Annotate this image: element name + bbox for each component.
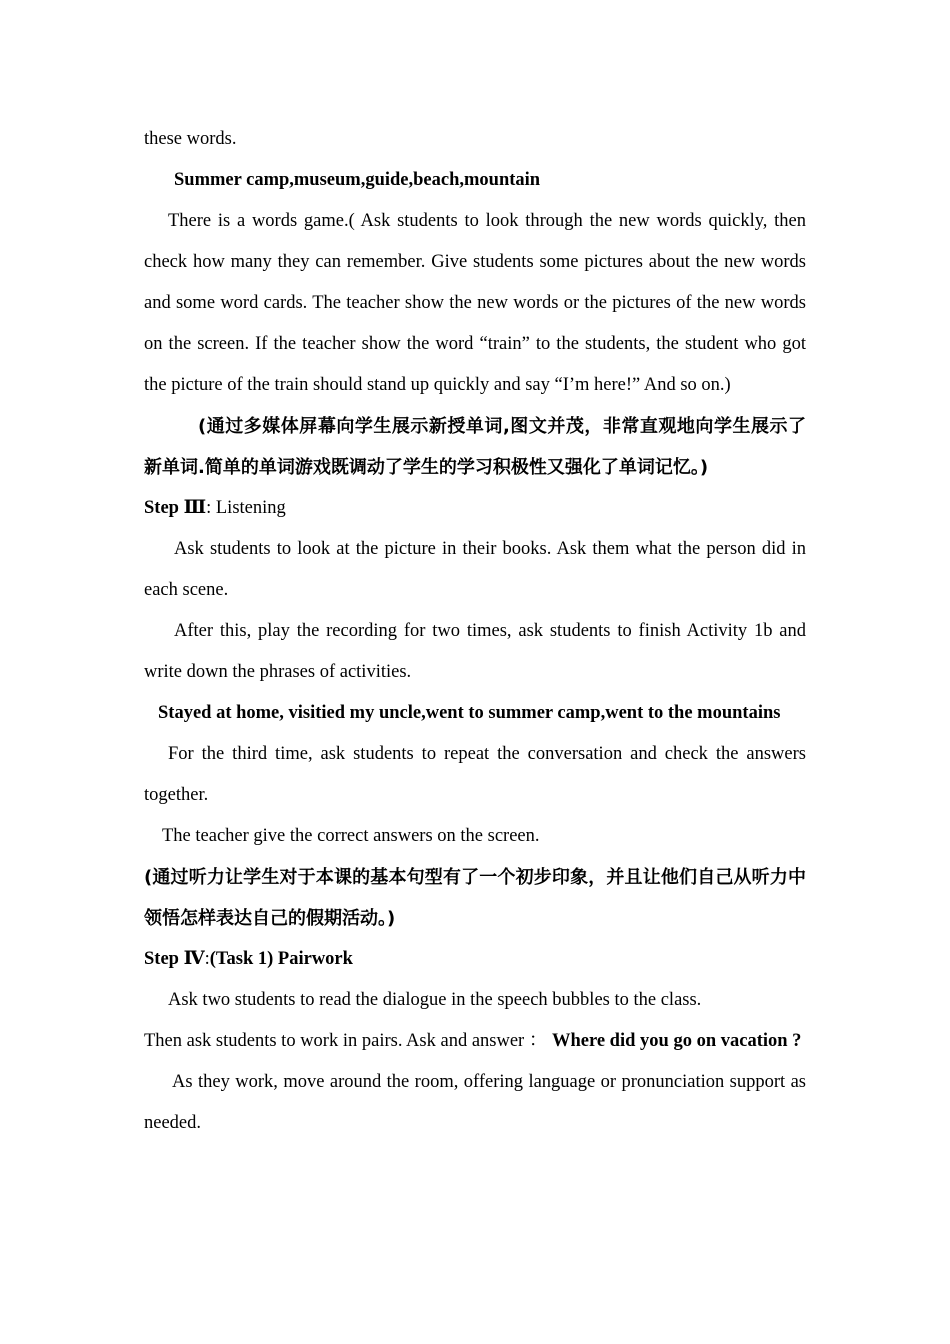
step-3-title: : Listening xyxy=(206,498,286,518)
move-around-text: As they work, move around the room, offering language or pronunciation support as needed. xyxy=(144,1072,806,1133)
paragraph-pair-work xyxy=(144,1021,806,1062)
step-4-separator: : xyxy=(204,949,210,969)
text-these-words: these words. xyxy=(144,129,237,149)
paragraph-move-around xyxy=(144,1062,806,1144)
phrases-list xyxy=(144,693,806,734)
heading-step-3 xyxy=(144,488,806,529)
vocabulary-list xyxy=(144,160,806,201)
vocabulary-text: Summer camp,museum,guide,beach,mountain xyxy=(174,170,541,190)
note-vocabulary-purpose xyxy=(144,406,806,488)
third-time-text: For the third time, ask students to repeat the conversation and check the answers together. xyxy=(144,744,806,805)
paragraph-these-words xyxy=(144,119,806,160)
look-picture-text: Ask students to look at the picture in their books. Ask them what the person did in each scene. xyxy=(144,539,806,600)
paragraph-correct-answers xyxy=(144,816,806,857)
play-recording-text: After this, play the recording for two times, ask students to finish Activity 1b and write down the phrases of activities. xyxy=(144,621,806,682)
speech-bubbles-text: Ask two students to read the dialogue in the speech bubbles to the class. xyxy=(168,990,702,1010)
document-body xyxy=(144,119,806,1144)
paragraph-play-recording xyxy=(144,611,806,693)
pair-work-text: Then ask students to work in pairs. Ask and answer ： xyxy=(144,1031,548,1051)
paragraph-third-time xyxy=(144,734,806,816)
note-vocabulary-text: (通过多媒体屏幕向学生展示新授单词,图文并茂，非常直观地向学生展示了新单词.简单的单词游戏既调动了学生的学习积极性又强化了单词记忆。) xyxy=(144,416,806,478)
correct-answers-text: The teacher give the correct answers on the screen. xyxy=(162,826,540,846)
heading-step-4 xyxy=(144,939,806,980)
phrases-text: Stayed at home, visitied my uncle,went to summer camp,went to the mountains xyxy=(158,703,781,723)
words-game-text: There is a words game.( Ask students to look through the new words quickly, then check how many they can remember. Give students some pictures about the new words and some word cards. The teacher show the new words or the pictures of the new words on the screen. If the teacher show the word “train” to the students, the student who got the picture of the train should stand up quickly and say “I’m here!” And so on.) xyxy=(144,211,806,395)
paragraph-speech-bubbles xyxy=(144,980,806,1021)
note-listening-text: (通过听力让学生对于本课的基本句型有了一个初步印象，并且让他们自己从听力中领悟怎样表达自己的假期活动。) xyxy=(144,867,806,929)
step-4-title: (Task 1) Pairwork xyxy=(209,949,353,969)
step-3-label: Step Ⅲ xyxy=(144,498,207,518)
paragraph-look-picture xyxy=(144,529,806,611)
pair-work-question: Where did you go on vacation ? xyxy=(551,1031,802,1051)
step-4-label: Step Ⅳ xyxy=(144,949,205,969)
paragraph-words-game xyxy=(144,201,806,406)
note-listening-purpose xyxy=(144,857,806,939)
